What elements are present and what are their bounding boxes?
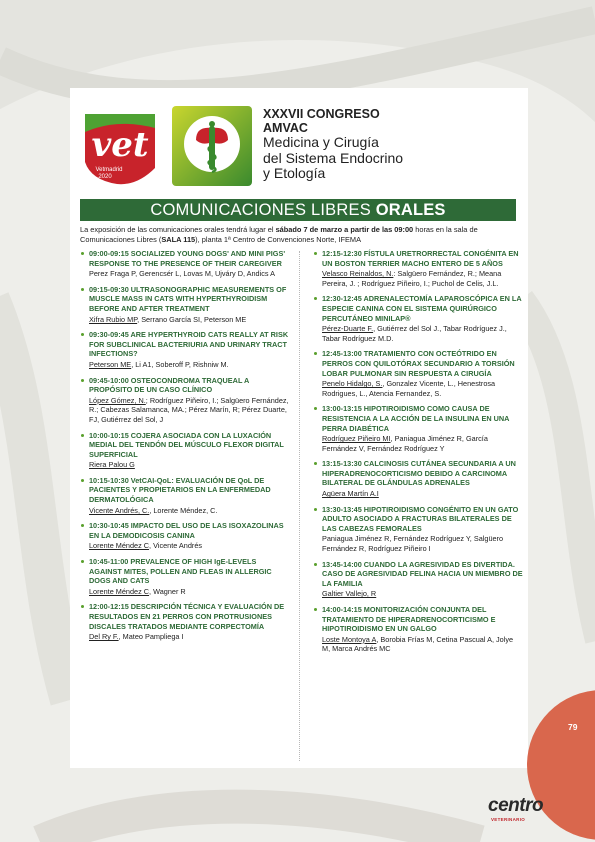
talk-title: 10:00-10:15 COJERA ASOCIADA CON LA LUXACIÓN MEDIAL DEL TENDÓN DEL MÚSCULO FLEXOR DIGITAL SUPERFICIAL (89, 430, 284, 459)
talk-coauthors: ; Rodríguez Piñeiro, I.; Salgüero Fernández, R.; Cabezas Salamanca, MA.; Pérez Marín, R; Pérez Duarte, FJ, Gutiérrez del Sol, J (89, 395, 289, 424)
talk-presenter: Galtier Vallejo, R (322, 589, 377, 599)
bullet-icon (81, 479, 84, 482)
talk-authors (89, 396, 290, 425)
talk-coauthors: , Lorente Méndez, C. (149, 505, 218, 515)
talk-presenter: Vicente Andrés, C. (89, 505, 150, 515)
talk-entry (313, 249, 523, 288)
bullet-icon (314, 297, 317, 300)
talk-presenter: Loste Montoya A (322, 634, 377, 644)
talk-coauthors: , Serrano García SI, Peterson ME (137, 314, 247, 324)
talk-coauthors: : Salgüero Fernández, R.; Meana Pereira, J. ; Rodríguez Piñeiro, I.; Puchol de Celis, J.L. (322, 269, 502, 288)
bullet-icon (81, 560, 84, 563)
talk-entry (313, 605, 523, 654)
talk-title: 10:30-10:45 IMPACTO DEL USO DE LAS ISOXAZOLINAS EN LA DEMODICOSIS CANINA (89, 521, 284, 540)
talk-presenter: López Gómez, N. (89, 395, 146, 405)
bullet-icon (81, 379, 84, 382)
talk-title: 12:30-12:45 ADRENALECTOMÍA LAPAROSCÓPICA EN LA ESPECIE CANINA CON EL SISTEMA QUIRÚRGICO PERCUTÁNEO MINILAP® (322, 294, 522, 323)
congress-theme-line3: y Etología (263, 165, 326, 181)
talk-title: 09:15-09:30 ULTRASONOGRAPHIC MEASUREMENTS OF MUSCLE MASS IN CATS WITH HYPERTHYROIDISM BEFORE AND AFTER TREATMENT (89, 284, 287, 313)
talk-authors (89, 360, 290, 370)
talk-title: 14:00-14:15 MONITORIZACIÓN CONJUNTA DEL TRATAMIENTO DE HIPERADRENOCORTICISMO E HIPOTIROIDISMO EN UN GALGO (322, 605, 496, 634)
intro-t2: horas en la sala de Comunicaciones Libres ( (80, 225, 478, 244)
bullet-icon (81, 333, 84, 336)
talk-entry (313, 459, 523, 498)
talk-presenter: Penelo Hidalgo, S. (322, 379, 383, 389)
talk-presenter: Peterson ME (89, 359, 132, 369)
talk-title: 13:00-13:15 HIPOTIROIDISMO COMO CAUSA DE RESISTENCIA A LA ACCIÓN DE LA INSULINA EN UNA PERRA DIABÉTICA (322, 404, 510, 433)
talk-coauthors: , Li A1, Soberoff P, Rishniw M. (131, 359, 229, 369)
bullet-icon (314, 352, 317, 355)
talk-entry (80, 557, 290, 596)
talk-entry (80, 521, 290, 551)
talk-title: 09:30-09:45 ARE HYPERTHYROID CATS REALLY AT RISK FOR SUBCLINICAL BACTERIURIA AND URINARY TRACT INFECTIONS? (89, 330, 289, 359)
right-column (313, 249, 523, 660)
vet-logo-word: vet (91, 125, 149, 165)
talk-authors (322, 434, 523, 453)
talk-coauthors: Paniagua Jiménez R, Fernández Rodríguez Y, Salgüero Fernández R, Rodríguez Piñeiro I (322, 534, 504, 554)
bullet-icon (314, 462, 317, 465)
thyroid-caduceus-icon (172, 106, 252, 186)
bullet-icon (314, 563, 317, 566)
bullet-icon (314, 608, 317, 611)
talk-coauthors: , Paniagua Jiménez R, García Fernández V, Fernández Rodríguez Y (322, 434, 488, 453)
congress-edition: XXXVII CONGRESO (263, 107, 380, 121)
talk-title: 09:45-10:00 OSTEOCONDROMA TRAQUEAL A PROPÓSITO DE UN CASO CLÍNICO (89, 375, 250, 395)
talk-presenter: Rodríguez Piñeiro MI (322, 434, 391, 444)
talk-presenter: Riera Palou G (89, 460, 135, 470)
talk-authors (322, 635, 523, 654)
talk-authors (89, 541, 290, 551)
intro-t1: La exposición de las comunicaciones orales tendrá lugar el (80, 225, 276, 234)
banner-part2: ORALES (375, 201, 446, 219)
congress-theme-line1: Medicina y Cirugía (263, 134, 379, 150)
talk-authors (322, 489, 523, 499)
talk-authors (322, 324, 523, 343)
talk-authors (89, 587, 290, 597)
talk-presenter: Agüera Martín A.I (322, 489, 379, 499)
congress-title (263, 108, 403, 182)
vet-logo (77, 110, 163, 188)
talk-entry (80, 330, 290, 369)
talk-title: 13:15-13:30 CALCINOSIS CUTÁNEA SECUNDARIA A UN HIPERADRENOCORTICISMO DEBIDO A CARCINOMA BILATERAL DE GLÁNDULAS ADRENALES (322, 459, 516, 488)
talk-coauthors: , Mateo Pampliega I (118, 632, 184, 642)
intro-t3: ), planta 1ª Centro de Convenciones Norte, IFEMA (195, 235, 361, 244)
vet-logo-sub2: 2020 (98, 174, 112, 180)
talk-presenter: Del Ry F. (89, 632, 119, 642)
talk-coauthors: , Borobia Frías M, Cetina Pascual A, Jolye M, Marca Andrés MC (322, 634, 514, 654)
congress-theme-line2: del Sistema Endocrino (263, 149, 404, 166)
left-column (80, 249, 290, 648)
talk-entry (80, 431, 290, 470)
talk-title: 12:45-13:00 TRATAMIENTO CON OCTEÓTRIDO EN PERROS CON QUILOTÓRAX SECUNDARIO A TORSIÓN LOBAR PULMONAR SIN RESPUESTA A CIRUGÍA (322, 349, 515, 378)
talk-authors (322, 379, 523, 398)
talk-title: 13:30-13:45 HIPOTIROIDISMO CONGÉNITO EN UN GATO ADULTO ASOCIADO A FRACTURAS BILATERALES DE LAS CABEZAS FEMORALES (322, 504, 519, 533)
talk-presenter: Lorente Méndez C (89, 586, 150, 596)
talk-entry (80, 476, 290, 515)
talk-entry (313, 560, 523, 599)
talk-title: 13:45-14:00 CUANDO LA AGRESIVIDAD ES DIVERTIDA. CASO DE AGRESIVIDAD FELINA HACIA UN MIEMBRO DE LA FAMILIA (322, 559, 523, 588)
column-divider (299, 251, 300, 761)
talk-presenter: Pérez-Duarte F. (322, 324, 374, 334)
talk-title: 12:00-12:15 DESCRIPCIÓN TÉCNICA Y EVALUACIÓN DE RESULTADOS EN 21 PERROS CON PROTRUSIONES DISCALES TRATADOS MEDIANTE CORPECTOMÍA (89, 602, 285, 631)
section-banner (80, 199, 516, 221)
talk-coauthors: , Vicente Andrés (149, 541, 203, 551)
talk-title: 12:15-12:30 FÍSTULA URETRORRECTAL CONGÉNITA EN UN BOSTON TERRIER MACHO ENTERO DE 5 AÑOS (322, 249, 519, 268)
bullet-icon (81, 252, 84, 255)
centro-logo-word: centro (488, 795, 544, 816)
talk-authors (322, 534, 523, 553)
bullet-icon (314, 508, 317, 511)
centro-veterinario-logo (488, 795, 568, 827)
bullet-icon (81, 288, 84, 291)
talk-authors (89, 460, 290, 470)
talk-entry (80, 249, 290, 279)
talk-coauthors: , Gutiérrez del Sol J., Tabar Rodríguez J., Tabar Rodríguez M.D. (322, 324, 507, 343)
intro-date: sábado 7 de marzo a partir de las 09:00 (275, 225, 414, 234)
talk-entry (80, 285, 290, 324)
congress-org: AMVAC (263, 121, 308, 135)
bullet-icon (81, 434, 84, 437)
talk-title: 10:45-11:00 PREVALENCE OF HIGH IgE-LEVELS AGAINST MITES, POLLEN AND FLEAS IN ALLERGIC DOGS AND CATS (89, 557, 272, 586)
talk-entry (313, 349, 523, 398)
centro-logo-sub: VETERINARIO (491, 817, 526, 822)
talk-coauthors: Perez Fraga P, Gerencsér L, Lovas M, Ujváry D, Andics A (89, 269, 276, 279)
talk-authors (89, 269, 290, 279)
intro-text (80, 225, 520, 245)
talk-title: 09:00-09:15 SOCIALIZED YOUNG DOGS' AND MINI PIGS' RESPONSE TO THE PRESENCE OF THEIR CAREGIVER (89, 249, 286, 268)
intro-room: SALA 115 (161, 235, 196, 244)
talk-presenter: Xifra Rubio MP (89, 314, 138, 324)
page-number: 79 (568, 722, 578, 732)
talk-presenter: Velasco Reinaldos, N. (322, 269, 394, 279)
bullet-icon (314, 252, 317, 255)
talk-entry (313, 404, 523, 453)
talk-entry (313, 505, 523, 554)
talk-title: 10:15-10:30 VetCAI-QoL: EVALUACIÓN DE QoL DE PACIENTES Y PROPIETARIOS EN LA ENFERMEDAD DERMATOLÓGICA (89, 475, 271, 505)
talk-coauthors: , Wagner R (149, 586, 186, 596)
talk-entry (313, 294, 523, 343)
talk-authors (89, 506, 290, 516)
vet-logo-sub1: Vetmadrid (95, 167, 123, 173)
talk-presenter: Lorente Méndez C (89, 541, 150, 551)
talk-authors (89, 632, 290, 642)
bullet-icon (81, 524, 84, 527)
talk-authors (322, 269, 523, 288)
talk-entry (80, 376, 290, 425)
talk-authors (89, 315, 290, 325)
talk-coauthors: , Gonzalez Vicente, L., Henestrosa Rodrigues, L., Atencia Fernandez, S. (322, 379, 496, 398)
bullet-icon (314, 407, 317, 410)
talk-authors (322, 589, 523, 599)
bullet-icon (81, 605, 84, 608)
banner-part1: COMUNICACIONES LIBRES (150, 201, 376, 219)
talk-entry (80, 602, 290, 641)
